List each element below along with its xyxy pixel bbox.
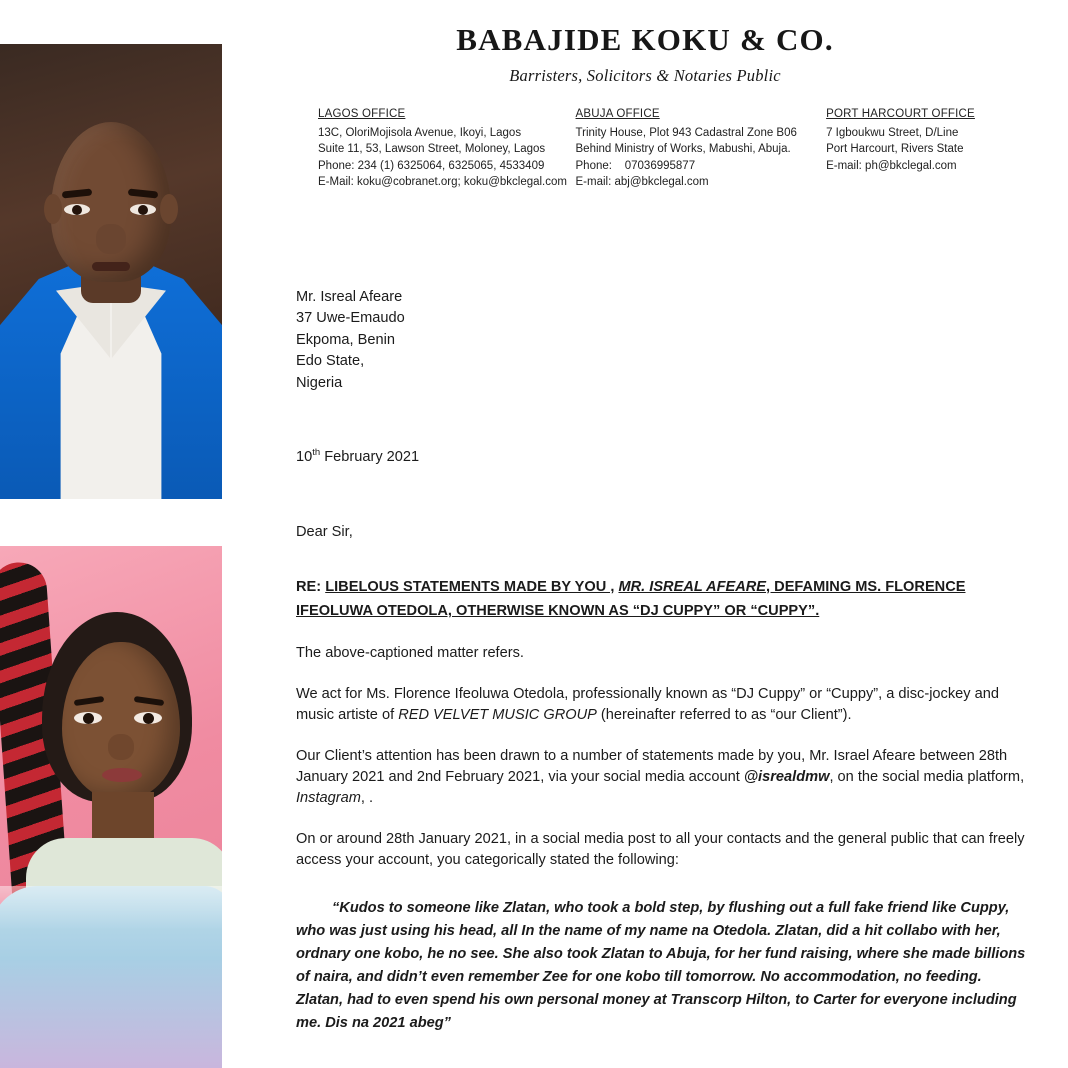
date-rest: February 2021 (320, 448, 420, 465)
lips-shape (102, 768, 142, 782)
office-line: E-Mail: koku@cobranet.org; koku@bkclegal.com (318, 176, 567, 188)
run-text: Our Client’s attention has been drawn to a number of statements made by you, Mr. Israel Afeare between 28th January 2021 and 2nd February 2021, via your social media account (296, 747, 1008, 785)
quoted-statement: “Kudos to someone like Zlatan, who took a bold step, by flushing out a full fake friend like Cuppy, who was just using his head, all In the name of my name na Otedola. Zlatan, did a hit collabo with her, ordnary one kobo, he no see. She also took Zlatan to Abuja, for her fund raising, where she made billions of naira, and didn’t even remember Zee for one kobo till tomorrow. No accommodation, no feeding. Zlatan, had to even spend his own personal money at Transcorp Hilton, to Carter for everyone including me. Dis na 2021 abeg” (296, 899, 1026, 1031)
office-line: E-mail: abj@bkclegal.com (575, 176, 709, 188)
paragraph-3 (296, 746, 1026, 809)
salutation: Dear Sir, (296, 523, 353, 540)
office-addresses (318, 106, 1014, 191)
recipient-line: 37 Uwe-Emaudo (296, 310, 405, 326)
office-line: Phone: 07036995877 (575, 159, 696, 172)
letter-content (296, 287, 1026, 1035)
social-media-handle: @isrealdmw (743, 768, 830, 785)
office-line: Suite 11, 53, Lawson Street, Moloney, Lagos (318, 143, 546, 155)
office-line: E-mail: ph@bkclegal.com (826, 159, 957, 172)
office-lagos (318, 106, 567, 191)
eye-left (64, 204, 90, 215)
office-line: 7 Igboukwu Street, D/Line (826, 126, 959, 139)
run-text: We act for Ms. Florence Ifeoluwa Otedola, professionally known as “DJ Cuppy” or “Cuppy”, a disc-jockey and music artiste of (296, 685, 999, 723)
office-line: 13C, OloriMojisola Avenue, Ikoyi, Lagos (318, 126, 522, 139)
office-title: LAGOS OFFICE (318, 108, 406, 120)
firm-name: BABAJIDE KOKU & CO. (456, 22, 834, 57)
subject-line (296, 575, 1026, 623)
blue-scarf-shape (0, 886, 222, 1068)
office-line: Phone: 234 (1) 6325064, 6325065, 4533409 (318, 159, 545, 172)
subject-part-1: LIBELOUS STATEMENTS MADE BY YOU , (325, 578, 615, 595)
run-text: , on the social media platform, (829, 768, 1025, 785)
ear-right (160, 194, 178, 224)
ear-left (44, 194, 62, 224)
recipient-line: Ekpoma, Benin (296, 331, 395, 348)
run-text: On or around 28th January 2021, in a social media post to all your contacts and the general public that can freely access your account, you categorically stated the following: (296, 830, 1025, 868)
office-line: Port Harcourt, Rivers State (826, 143, 964, 155)
run-text: The above-captioned matter refers. (296, 644, 524, 661)
platform-name: Instagram (296, 789, 361, 806)
date-day: 10 (296, 448, 313, 465)
nose-shape (96, 224, 126, 254)
office-line: Trinity House, Plot 943 Cadastral Zone B06 (575, 126, 797, 139)
letter-body (222, 0, 1068, 1068)
subject-part-2: , DEFAMING MS. FLORENCE IFEOLUWA OTEDOLA, OTHERWISE KNOWN AS “DJ CUPPY” OR “CUPPY”. (296, 578, 966, 619)
office-line: Behind Ministry of Works, Mabushi, Abuja. (575, 143, 791, 155)
photo-woman-with-red-braid (0, 546, 222, 1068)
date-ordinal: th (312, 447, 321, 458)
paragraph-2 (296, 684, 1026, 726)
recipient-line: Edo State, (296, 353, 365, 369)
paragraph-4 (296, 829, 1026, 871)
recipient-line: Mr. Isreal Afeare (296, 288, 403, 305)
recipient-line: Nigeria (296, 374, 343, 391)
run-text: , . (360, 789, 374, 806)
office-title: PORT HARCOURT OFFICE (826, 108, 975, 120)
mouth-shape (92, 262, 130, 271)
firm-subtitle: Barristers, Solicitors & Notaries Public (509, 66, 781, 85)
subject-part-italic: MR. ISREAL AFEARE (618, 578, 767, 595)
run-text: (hereinafter referred to as “our Client”). (596, 706, 852, 723)
photo-column (0, 0, 222, 1068)
run-text-italic: RED VELVET MUSIC GROUP (398, 706, 597, 723)
recipient-address (296, 287, 1026, 395)
eye-right (134, 712, 162, 724)
office-abuja (576, 106, 799, 191)
eye-left (74, 712, 102, 724)
office-port-harcourt (826, 106, 1014, 191)
nose-shape (108, 734, 134, 760)
paragraph-1 (296, 643, 1026, 664)
eye-right (130, 204, 156, 215)
office-title: ABUJA OFFICE (575, 108, 660, 120)
photo-man-in-blue-suit (0, 44, 222, 499)
letter-date (296, 442, 1026, 468)
subject-label: RE: (296, 578, 322, 595)
